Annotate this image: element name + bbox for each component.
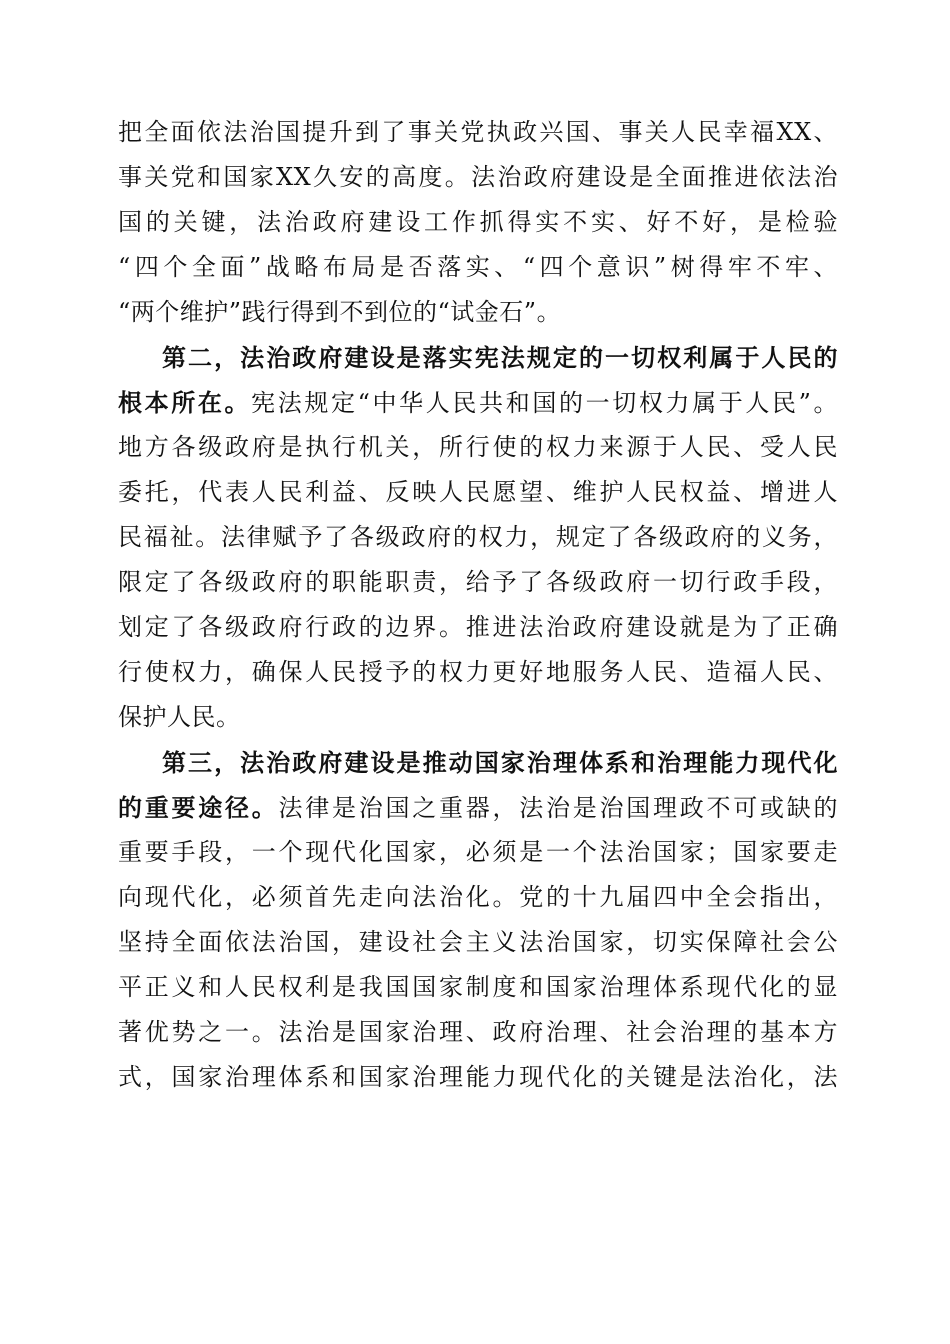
section-heading-line: 第三，法治政府建设是推动国家治理体系和治理能力现代化 [162,748,838,777]
text-line: “两个维护”践行得到不到位的“试金石”。 [118,298,562,326]
text-line [118,380,838,425]
text-line: 事关党和国家XX久安的高度。法治政府建设是全面推进依法治 [118,163,838,191]
text-span: 法律是治国之重器，法治是治国理政不可或缺的 [278,794,838,822]
text-span: 宪法规定“中华人民共和国的一切权力属于人民”。 [251,389,838,417]
section-heading-line: 第二，法治政府建设是落实宪法规定的一切权利属于人民的 [162,343,838,372]
text-line: 民福祉。法律赋予了各级政府的权力，规定了各级政府的义务， [118,523,838,551]
section-heading-tail: 的重要途径。 [118,793,279,822]
text-line: 向现代化，必须首先走向法治化。党的十九届四中全会指出， [118,883,838,911]
text-line: 平正义和人民权利是我国国家制度和国家治理体系现代化的显 [118,973,838,1001]
text-line: 委托，代表人民利益、反映人民愿望、维护人民权益、增进人 [118,478,838,506]
text-line: “四个全面”战略布局是否落实、“四个意识”树得牢不牢、 [118,253,838,281]
text-line: 地方各级政府是执行机关，所行使的权力来源于人民、受人民 [118,433,838,461]
text-line: 重要手段，一个现代化国家，必须是一个法治国家；国家要走 [118,838,838,866]
text-line: 划定了各级政府行政的边界。推进法治政府建设就是为了正确 [118,613,838,641]
text-line: 限定了各级政府的职能职责，给予了各级政府一切行政手段， [118,568,838,596]
text-line: 把全面依法治国提升到了事关党执政兴国、事关人民幸福XX、 [118,118,838,146]
text-line: 行使权力，确保人民授予的权力更好地服务人民、造福人民、 [118,658,838,686]
text-line: 著优势之一。法治是国家治理、政府治理、社会治理的基本方 [118,1018,838,1046]
text-line [118,785,838,830]
body-text [118,110,838,1100]
paragraph-3 [118,740,838,1100]
section-heading-tail: 根本所在。 [118,388,252,417]
paragraph-1 [118,110,838,335]
text-line: 坚持全面依法治国，建设社会主义法治国家，切实保障社会公 [118,928,838,956]
text-line: 国的关键，法治政府建设工作抓得实不实、好不好，是检验 [118,208,838,236]
text-line: 保护人民。 [118,703,241,731]
paragraph-2 [118,335,838,740]
text-line: 式，国家治理体系和国家治理能力现代化的关键是法治化，法 [118,1063,838,1091]
